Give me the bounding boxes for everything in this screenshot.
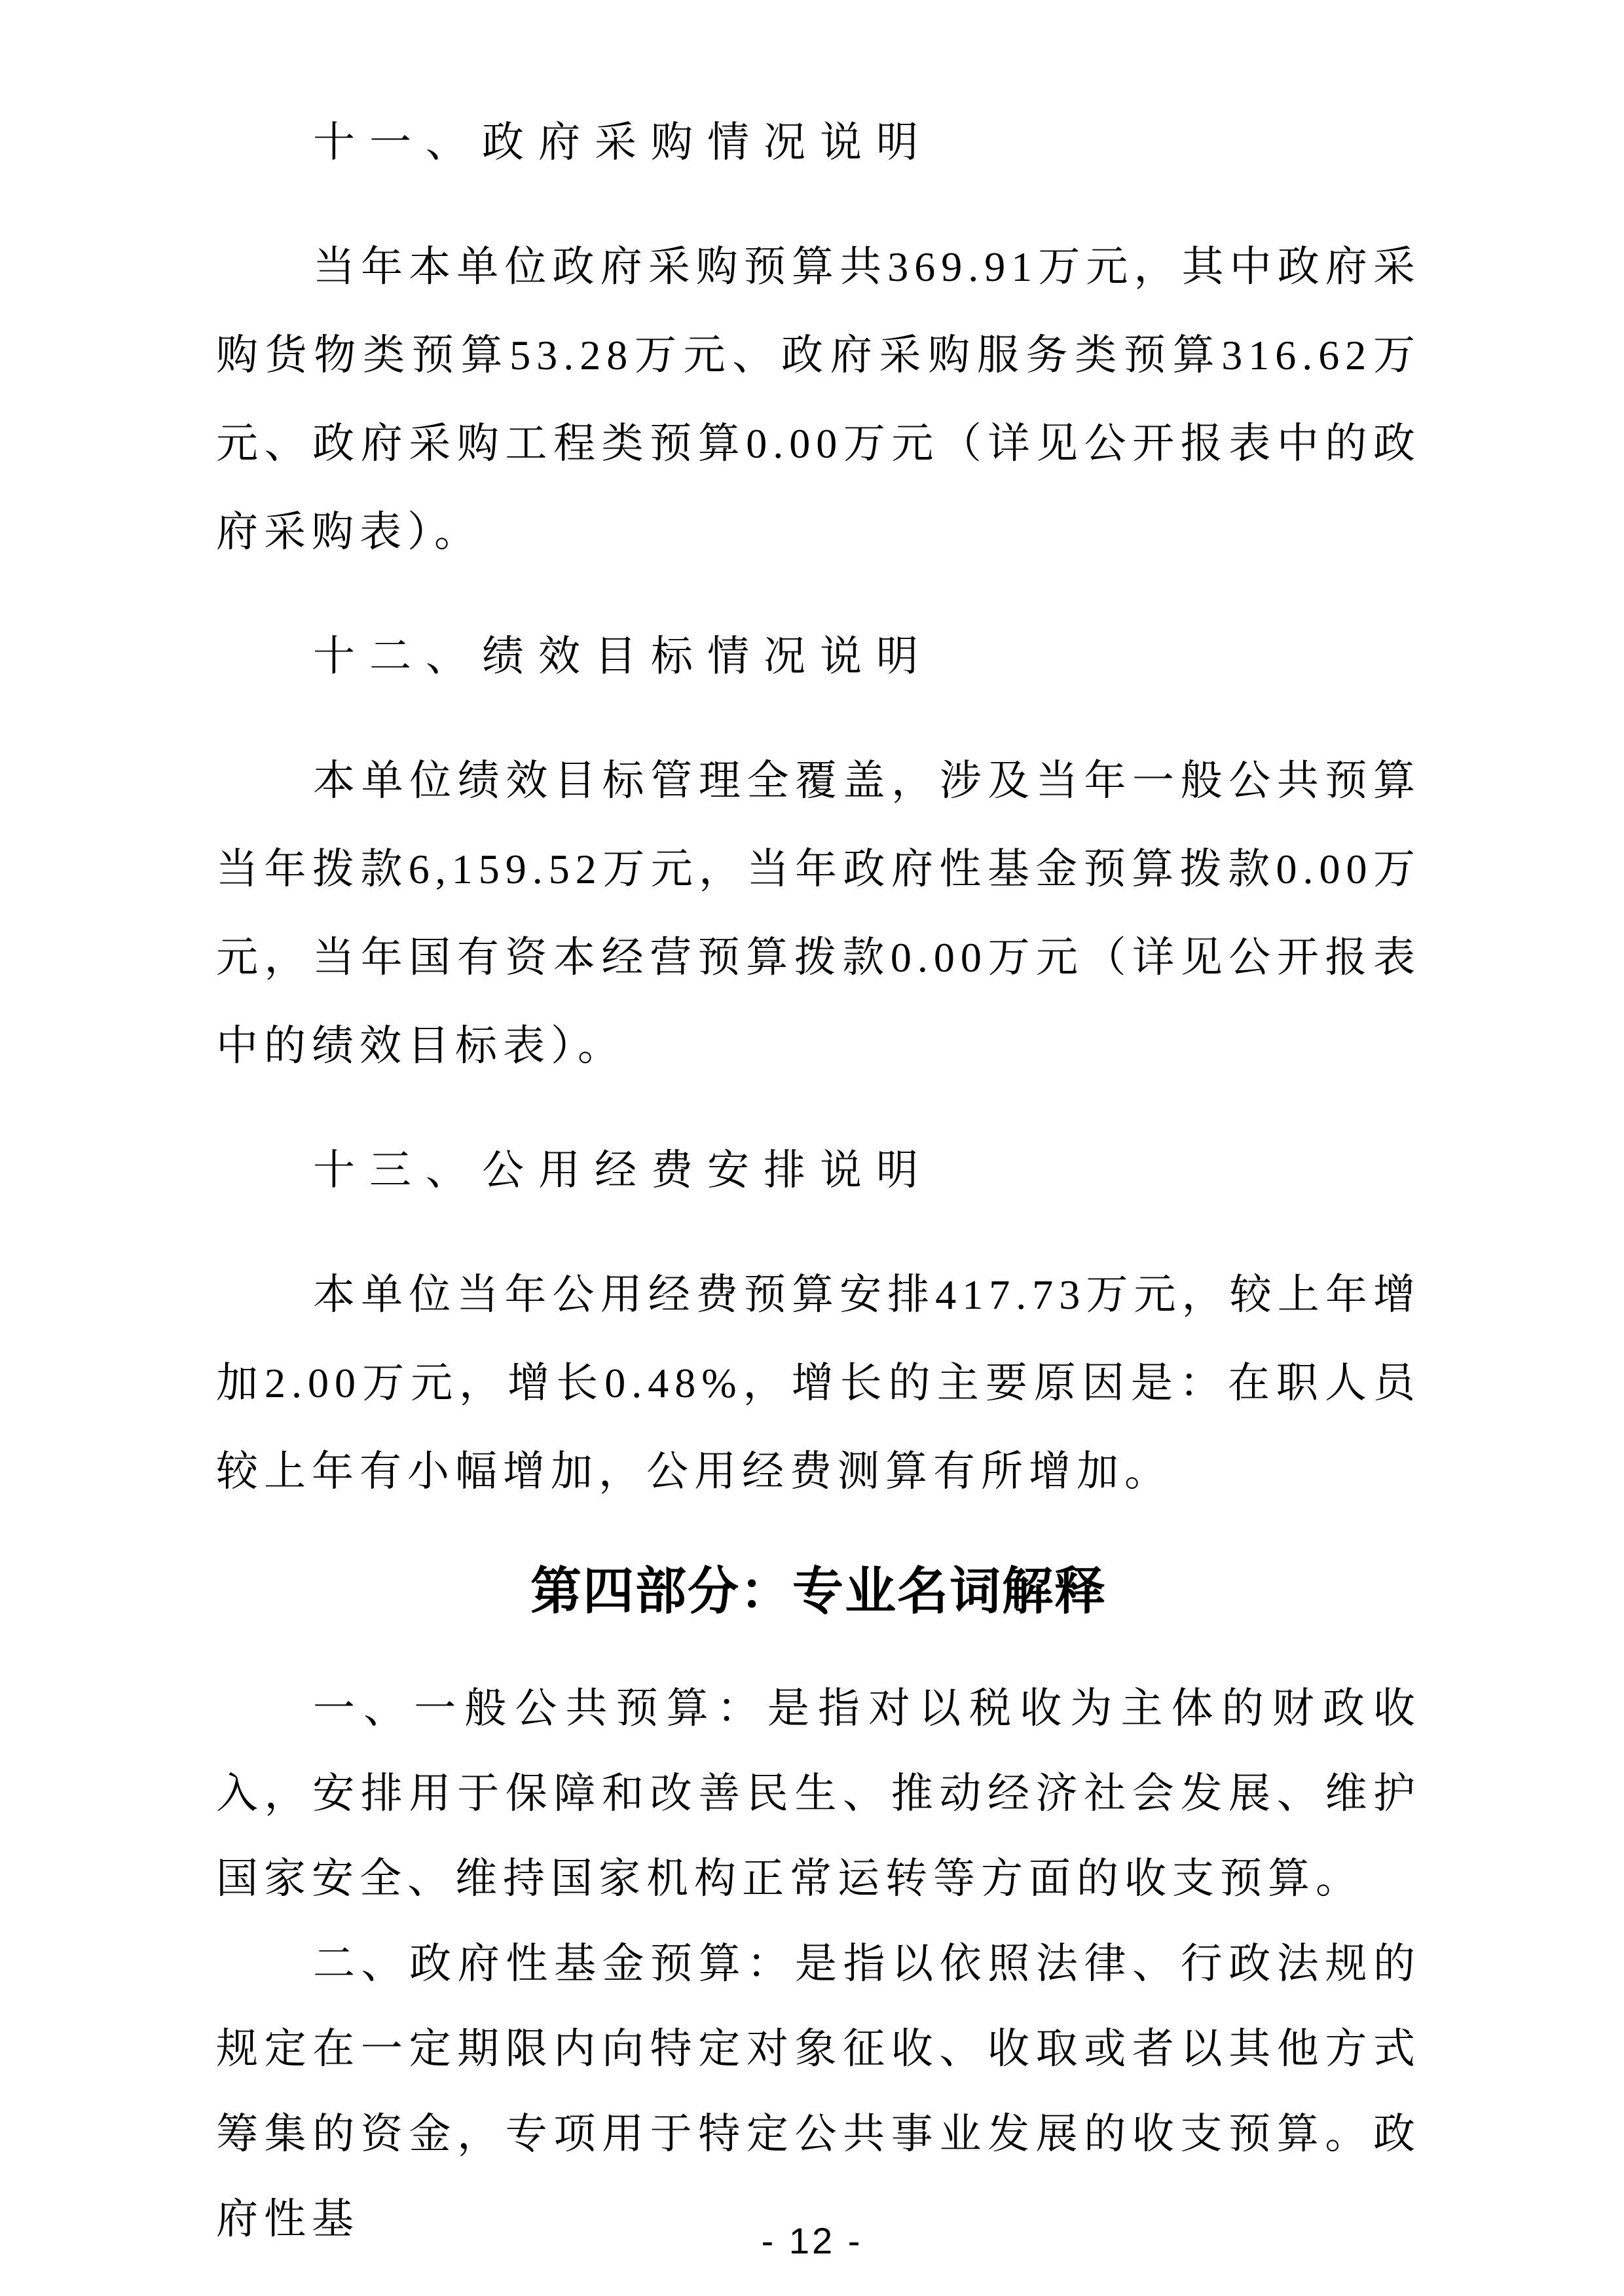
page-number: - 12 - xyxy=(761,2220,863,2261)
section-heading-13-public-expense: 十三、公用经费安排说明 xyxy=(313,1147,932,1194)
paragraph-procurement-budget: 当年本单位政府采购预算共369.91万元，其中政府采购货物类预算53.28万元、政府采购服务类预算316.62万元、政府采购工程类预算0.00万元（详见公开报表中的政府采购表）。 xyxy=(216,244,1421,555)
paragraph-public-expense: 本单位当年公用经费预算安排417.73万元，较上年增加2.00万元，增长0.48%，增长的主要原因是：在职人员较上年有小幅增加，公用经费测算有所增加。 xyxy=(216,1271,1421,1495)
paragraph-performance-targets: 本单位绩效目标管理全覆盖，涉及当年一般公共预算当年拨款6,159.52万元，当年政府性基金预算拨款0.00万元，当年国有资本经营预算拨款0.00万元（详见公开报表中的绩效目标表）。 xyxy=(216,757,1421,1069)
section-heading-12-performance-targets: 十二、绩效目标情况说明 xyxy=(313,633,932,680)
document-content xyxy=(216,98,1421,2262)
section-heading-11-government-procurement: 十一、政府采购情况说明 xyxy=(313,119,932,166)
part-4-title-terminology: 第四部分：专业名词解释 xyxy=(530,1562,1107,1620)
definition-general-public-budget: 一、一般公共预算：是指对以税收为主体的财政收入，安排用于保障和改善民生、推动经济社会发展、维护国家安全、维持国家机构正常运转等方面的收支预算。 xyxy=(216,1685,1421,1902)
definition-government-fund-budget: 二、政府性基金预算：是指以依照法律、行政法规的规定在一定期限内向特定对象征收、收取或者以其他方式筹集的资金，专项用于特定公共事业发展的收支预算。政府性基 xyxy=(216,1941,1421,2242)
